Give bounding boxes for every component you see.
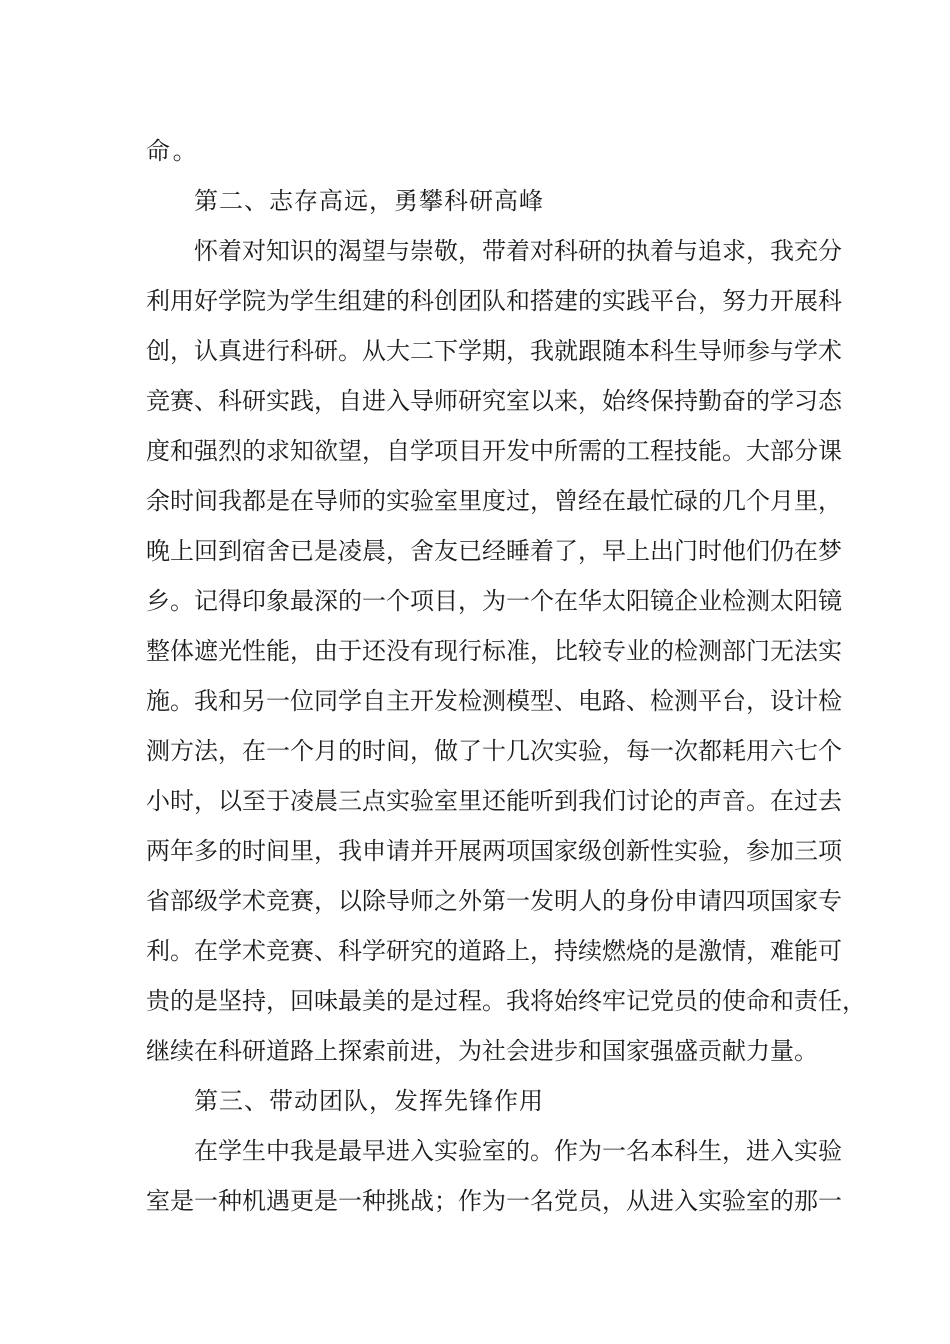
paragraph-line: 竞赛、科研实践，自进入导师研究室以来，始终保持勤奋的学习态: [146, 387, 842, 415]
paragraph-line: 测方法，在一个月的时间，做了十几次实验，每一次都耗用六七个: [146, 737, 842, 765]
paragraph-line: 小时，以至于凌晨三点实验室里还能听到我们讨论的声音。在过去: [146, 787, 842, 815]
paragraph-line: 晚上回到宿舍已是凌晨，舍友已经睡着了，早上出门时他们仍在梦: [146, 537, 842, 565]
paragraph-line: 两年多的时间里，我申请并开展两项国家级创新性实验，参加三项: [146, 837, 842, 865]
paragraph-line: 在学生中我是最早进入实验室的。作为一名本科生，进入实验: [194, 1137, 842, 1165]
section-heading: 第二、志存高远，勇攀科研高峰: [194, 187, 544, 215]
paragraph-line: 继续在科研道路上探索前进，为社会进步和国家强盛贡献力量。: [146, 1037, 818, 1065]
paragraph-line: 省部级学术竞赛，以除导师之外第一发明人的身份申请四项国家专: [146, 887, 842, 915]
paragraph-line: 室是一种机遇更是一种挑战；作为一名党员，从进入实验室的那一: [146, 1187, 842, 1215]
paragraph-line: 整体遮光性能，由于还没有现行标准，比较专业的检测部门无法实: [146, 637, 842, 665]
paragraph-line: 利。在学术竞赛、科学研究的道路上，持续燃烧的是激情，难能可: [146, 937, 842, 965]
paragraph-line: 创，认真进行科研。从大二下学期，我就跟随本科生导师参与学术: [146, 337, 842, 365]
paragraph-line: 余时间我都是在导师的实验室里度过，曾经在最忙碌的几个月里，: [146, 487, 842, 515]
paragraph-line: 乡。记得印象最深的一个项目，为一个在华太阳镜企业检测太阳镜: [146, 587, 842, 615]
paragraph-line: 利用好学院为学生组建的科创团队和搭建的实践平台，努力开展科: [146, 287, 842, 315]
paragraph-line: 贵的是坚持，回味最美的是过程。我将始终牢记党员的使命和责任，: [146, 987, 866, 1015]
paragraph-line: 命。: [146, 137, 200, 165]
section-heading: 第三、带动团队，发挥先锋作用: [194, 1087, 544, 1115]
paragraph-line: 怀着对知识的渴望与崇敬，带着对科研的执着与追求，我充分: [194, 237, 842, 265]
paragraph-line: 度和强烈的求知欲望，自学项目开发中所需的工程技能。大部分课: [146, 437, 842, 465]
paragraph-line: 施。我和另一位同学自主开发检测模型、电路、检测平台，设计检: [146, 687, 842, 715]
